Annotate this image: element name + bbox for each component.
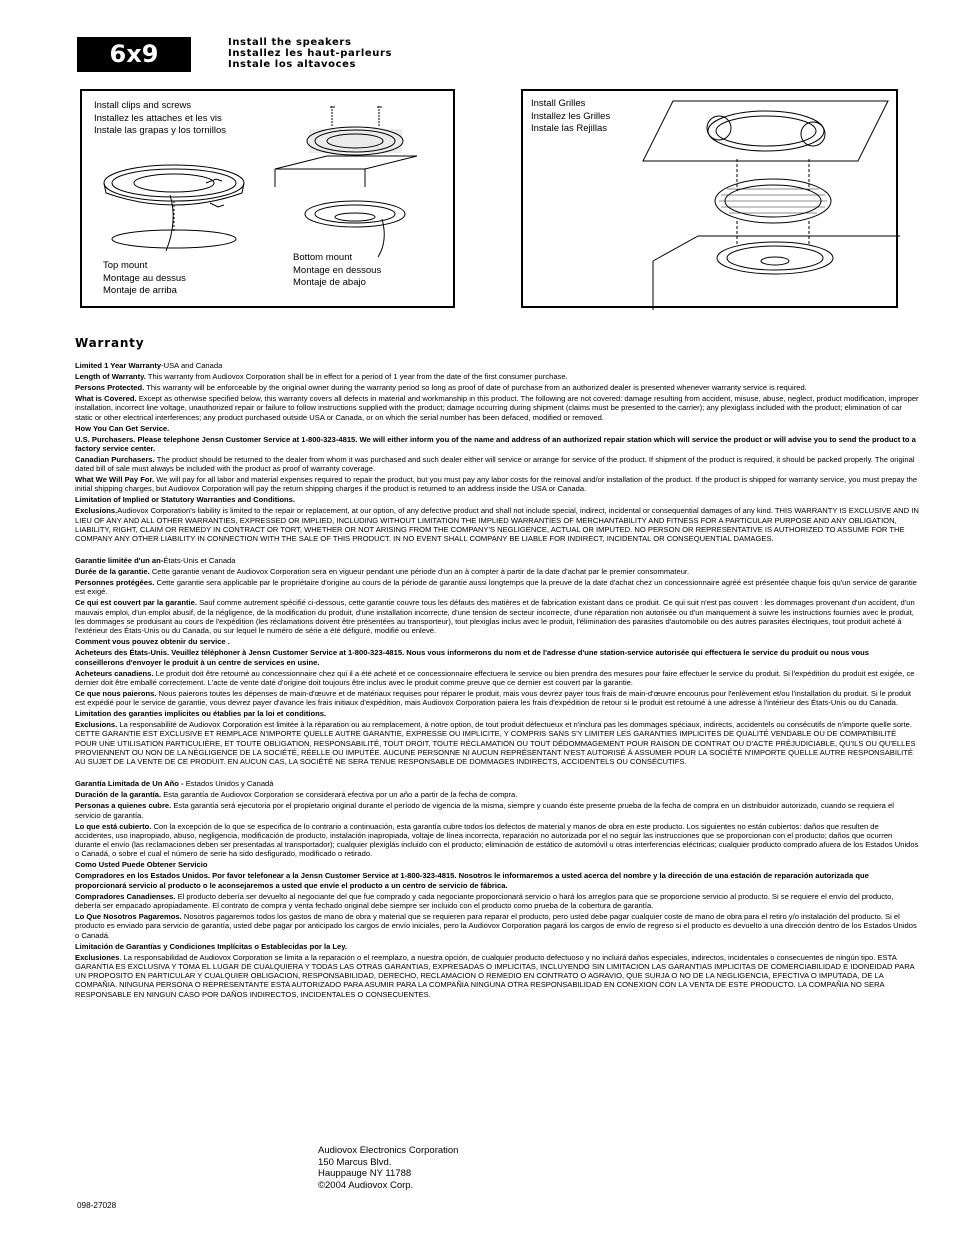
warranty-paragraph: Limitation des garanties implicites ou établies par la loi et conditions. xyxy=(75,709,327,719)
warranty-paragraph: Compradores en los Estados Unidos. Por favor telefonear a la Jensn Customer Service at 1-800-323-4815. Nosotros le informaremos a usted acerca del nombre y la dirección de una estación de reparación autorizada que proporcionará servicio al producto o le aconsejaremos a usted que envíe el producto a un centro de servicio de fábrica. xyxy=(75,871,869,890)
header-title-es: Instale los altavoces xyxy=(228,59,357,70)
header-title-en: Install the speakers xyxy=(228,37,352,48)
warranty-paragraph: Canadian Purchasers. The product should be returned to the dealer from whom it was purchased and such dealer either will service or arrange for service of the product. If shipment of the product is required, it should be packed properly. The original dated bill of sale must always be included with the product as proof of warranty coverage. xyxy=(75,454,915,474)
warranty-paragraph: Duración de la garantía. Esta garantía de Audiovox Corporation se considerará efectiva por un año a partir de la fecha de compra. xyxy=(75,790,518,800)
warranty-paragraph: Durée de la garantie. Cette garantie venant de Audiovox Corporation sera en vigueur pendant une période d'un an à compter à partir de la date d'achat par le premier consommateur. xyxy=(75,567,690,577)
warranty-paragraph: Ce qui est couvert par la garantie. Sauf comme autrement spécifié ci-dessous, cette garantie couvre tous les défauts des matières et de fabrication existant dans ce produit. Ce qui suit n'est pas couvert : les dommages provenant d'un accident, d'un mauvais emploi, d'un emploi abusif, de la négligence, de la modification du produit, d'une installation incorrecte, d'une tension de secteur incorrecte, d'une réparation non autorisée ou d'un manquement à suivre les instructions fournies avec le produit, les dommages se produisant au cours de l'expédition (les réclamations doivent être présentées au transporteur), tout plexiglas inclus avec le produit, l'élimination des parasites d'automobile ou des autres parasites électriques, tout produit acheté à l'extérieur des États-Unis ou du Canada, ou sur lequel le numéro de série a été défiguré, modifié ou enlevé. xyxy=(75,598,915,636)
install-clips-panel xyxy=(80,89,455,308)
warranty-paragraph: Comment vous pouvez obtenir du service . xyxy=(75,637,230,647)
grilles-caption: Install Grilles Installez les Grilles Instale las Rejillas xyxy=(531,98,611,134)
warranty-paragraph: Exclusions.Audiovox Corporation's liability is limited to the repair or replacement, at our option, of any defective product and shall not include special, indirect, incidental or consequential damages of any kind. THIS WARRANTY IS EXCLUSIVE AND IN LIEU OF ANY AND ALL OTHER WARRANTIES, EXPRESSED OR IMPLIED, INCLUDING WITHOUT LIMITATION THE IMPLIED WARRANTIES OF MERCHANTABILITY AND FITNESS FOR A PARTICULAR PURPOSE AND ANY OBLIGATION, LIABILITY, RIGHT, CLAIM OR REMEDY IN CONTRACT OR TORT, WHETHER OR NOT ARISING FROM THE COMPANY'S NEGLIGENCE, ACTUAL OR IMPUTED. NO PERSON OR REPRESENTATIVE IS AUTHORIZED TO ASSUME FOR THE COMPANY ANY OTHER LIABILITY IN CONNECTION WITH THE SALE OF THIS PRODUCT. IN NO EVENT SHALL COMPANY BE LIABLE FOR INDIRECT, INCIDENTAL OR CONSEQUENTIAL DAMAGES. xyxy=(75,506,919,544)
model-badge: 6x9 xyxy=(77,37,191,72)
warranty-paragraph: Lo Que Nosotros Pagaremos. Nosotros pagaremos todos los gastos de mano de obra y material que se requieren para reparar el producto, pero usted debe pagar cualquier coste de mano de obra para el retiro y/o instalación del producto. Si el producto es enviado para servicio de garantía, usted debe pagar por anticipado los cargos de envío iniciales, pero la Audiovox Corporation pagará los cargos de envío de regreso si el producto es devuelto a una dirección dentro de los Estados Unidos o Canadá. xyxy=(75,912,917,940)
company-address xyxy=(318,1145,458,1191)
warranty-body xyxy=(75,361,919,1001)
install-grilles-panel xyxy=(521,89,898,308)
warranty-paragraph: Acheteurs canadiens. Le produit doit être retourné au concessionnaire chez qui il a été acheté et ce concessionnaire effectuera le service ou bien prendra des mesures pour faire effectuer le service du produit. Si l'expédition du produit est exigée, ce dernier doit être emballé correctement. L'acte de vente daté d'origine doit toujours être inclus avec le produit comme preuve que ce dernier est couvert par la garantie. xyxy=(75,668,915,687)
warranty-paragraph: Ce que nous paierons. Nous paierons toutes les dépenses de main-d'œuvre et de matériaux requises pour réparer le produit, mais vous devrez payer tous frais de main-d'œuvre encourus pour l'enlèvement et/ou l'installation du produit. Si le produit est expédié pour le service de garantie, vous devrez payer d'avance les frais initiaux d'expédition, mais Audiovox Corporation paiera les frais d'expédition de retour si le produit est retourné à une adresse à l'intérieur des États-Unis ou du Canada. xyxy=(75,688,912,708)
warranty-paragraph: Exclusions. La responsabilité de Audiovox Corporation est limitée à la réparation ou au remplacement, à notre option, de tout produit défectueux et n'inclura pas les dommages spéciaux, indirects, accidentels ou consécutifs de n'importe quelle sorte. CETTE GARANTIE EST EXCLUSIVE ET REMPLACE N'IMPORTE QUELLE AUTRE GARANTIE, EXPRESSE OU IMPLICITE, Y COMPRIS SANS S'Y LIMITER LES GARANTIES IMPLICITES DE QUALITÉ VENDABLE OU DE COMPATIBILITÉ POUR UNE UTILISATION PARTICULIÈRE, ET TOUTE OBLIGATION, RESPONSABILITÉ, TOUT DROIT, TOUTE RÉCLAMATION OU TOUT DÉDOMMAGEMENT POUR RAISON DE CONTRAT OU D'ACTE PRÉJUDICIABLE, QU'ILS OU QU'ELLES PROVIENNENT OU NON DE LA NÉGLIGENCE DE LA SOCIÉTÉ, RÉELLE OU IMPUTÉE. AUCUNE PERSONNE NI AUCUN REPRÉSENTANT N'EST AUTORISÉ À ASSUMER POUR LA SOCIÉTÉ N'IMPORTE QUELLE AUTRE RESPONSABILITÉ AU SUJET DE LA VENTE DE CE PRODUIT. EN AUCUN CAS, LA SOCIÉTÉ NE SERA TENUE RESPONSABLE DE DOMMAGES INDIRECTS, ACCIDENTELS OU CONSÉCUTIFS. xyxy=(75,720,916,767)
bottom-mount-caption: Bottom mount Montage en dessous Montaje de abajo xyxy=(293,252,382,288)
address-line: ©2004 Audiovox Corp. xyxy=(318,1179,414,1191)
header-title-fr: Installez les haut-parleurs xyxy=(228,48,393,59)
address-line: 150 Marcus Blvd. xyxy=(318,1156,392,1168)
warranty-paragraph: Limited 1 Year Warranty-USA and Canada xyxy=(75,361,223,370)
warranty-paragraph: What is Covered. Except as otherwise specified below, this warranty covers all defects in material and workmanship in this product. The following are not covered: damage resulting from accident, misuse, abuse, neglect, product modification, improper installation, incorrect line voltage, unauthorized repair or failure to follow instructions supplied with the product; damage occurring during shipment (claims must be presented to the carrier); any plexiglass included with the product; elimination of car static or other electrical interferences; any product purchased outside USA or Canada, or on which the serial number has been defaced, modified or removed. xyxy=(75,393,919,422)
address-line: Hauppauge NY 11788 xyxy=(318,1168,412,1179)
warranty-paragraph: Limitación de Garantías y Condiciones Implícitas o Establecidas por la Ley. xyxy=(75,941,348,951)
warranty-paragraph: Lo que está cubierto. Con la excepción de lo que se especifica de lo contrario a continuación, esta garantía cubre todos los defectos de material y manos de obra en este producto. Los siguientes no están cubiertos: daños que resulten de accidentes, uso inapropiado, abuso, negligencia, modificación de producto, instalación inapropiada, voltaje de línea incorrecta, reparación no autorizada por el no seguir las instrucciones que se proporcionan con el producto; daños que ocurren durante el envío (las reclamaciones deben ser presentadas al transportador); cualquier plexiglás incluido con el producto; eliminación de estático de automóvil u otras interferencias eléctricas; cualquier producto comprado afuera de los Estados Unidos o Canadá, o sobre el cual el número de serie ha sido desfigurado, modificado o retirado. xyxy=(75,821,919,859)
top-mount-caption: Top mount Montage au dessus Montaje de arriba xyxy=(103,260,186,296)
section-gap xyxy=(75,768,919,779)
warranty-paragraph: Acheteurs des États-Unis. Veuillez téléphoner à Jensn Customer Service at 1-800-323-4815. Nous vous informerons du nom et de l'adresse d'une station-service autorisée qui effectuera le service du produit ou nous vous conseillerons d'envoyer le produit à un centre de services en usine. xyxy=(75,648,870,667)
warranty-paragraph: Personnes protégées. Cette garantie sera applicable par le propriétaire d'origine au cours de la période de garantie aussi longtemps que la preuve de la date d'achat chez un concessionnaire agréé est présentée chaque fois qu'un service de garantie est exigé. xyxy=(75,578,917,597)
warranty-paragraph: Como Usted Puede Obtener Servicio xyxy=(75,860,208,870)
clips-caption: Install clips and screws Installez les attaches et les vis Instale las grapas y los tornillos xyxy=(94,100,227,136)
warranty-paragraph: Length of Warranty. This warranty from Audiovox Corporation shall be in effect for a period of 1 year from the date of the first consumer purchase. xyxy=(75,371,568,381)
warranty-paragraph: Garantía Limitada de Un Año - Estados Unidos y Canadá xyxy=(75,779,274,789)
warranty-paragraph: How You Can Get Service. xyxy=(75,423,170,433)
section-gap xyxy=(75,545,919,556)
warranty-paragraph: U.S. Purchasers. Please telephone Jensn Customer Service at 1-800-323-4815. We will either inform you of the name and address of an authorized repair station which will service the product or will advise you to send the product to a factory service center. xyxy=(75,434,916,453)
warranty-paragraph: Compradores Canadienses. El producto debería ser devuelto al negociante del que fue comprado y cada negociante proporcionará servicio o hará los arreglos para que se proporcione servicio al producto. Si se requiere el envío del producto, debería ser empacado apropiadamente. El contrato de compra y venta fechado original debe siempre ser incluido con el producto como prueba de la cobertura de garantía. xyxy=(75,891,894,911)
warranty-paragraph: Persons Protected. This warranty will be enforceable by the original owner during the warranty period so long as proof of date of purchase from an authorized dealer is presented whenever warranty service is required. xyxy=(75,382,807,392)
warranty-paragraph: Limitation of Implied or Statutory Warranties and Conditions. xyxy=(75,495,295,505)
warranty-paragraph: What We Will Pay For. We will pay for all labor and material expenses required to repair the product, but you must pay any labor costs for the removal and/or installation of the product. If the product is shipped for warranty service, you must prepay the initial shipping charges, but Audiovox Corporation will pay the return shipping charges if the product is returned to an address inside the USA or Canada. xyxy=(75,475,918,494)
warranty-title: Warranty xyxy=(75,336,145,350)
warranty-paragraph: Personas a quienes cubre. Esta garantía será ejecutoria por el propietario original durante el período de vigencia de la misma, siempre y cuando éste presente prueba de la fecha de compra en un distribuidor autorizado, cuando se requiera el servicio de garantía. xyxy=(75,801,894,820)
grille-install-diagram xyxy=(523,91,900,310)
address-line: Audiovox Electronics Corporation xyxy=(318,1145,459,1156)
warranty-paragraph: Garantie limitée d'un an-États-Unis et Canada xyxy=(75,556,236,566)
part-number: 098-27028 xyxy=(77,1201,117,1210)
warranty-paragraph: Exclusiones. La responsabilidad de Audiovox Corporation se limita a la reparación o el reemplazo, a nuestra opción, de cualquier producto defectuoso y no incluirá daños especiales, indirectos, incidentales o consecuentes de ningún tipo. ESTA GARANTIA ES EXCLUSIVA Y TOMA EL LUGAR DE CUALQUIERA Y TODAS LAS OTRAS GARANTIAS, EXPRESADAS O IMPLICITAS, INCLUYENDO SIN LIMITACION LAS GARANTIAS IMPLICITAS DE COMERCIABILIDAD E IDONEIDAD PARA UN PROPOSITO EN PARTICULAR Y CUALQUIER OBLIGACION, RESPONSABILIDAD, DERECHO, RECLAMACION O REMEDIO EN CONTRATO O AGRAVIO, QUE SURJA O NO DE LA NEGLIGENCIA, EFECTIVA O IMPUTADA, DE LA COMPAÑIA. NINGUNA PERSONA O REPRESENTANTE ESTA AUTORIZADO PARA ASUMIR PARA LA COMPAÑIA NINGUNA OTRA RESPONSABILIDAD EN CONEXION CON LA VENTA DE ESTE PRODUCTO. LA COMPAÑIA NO SERA RESPONSABLE EN NINGUN CASO POR DAÑOS INDIRECTOS, INCIDENTALES O CONSECUENTES. xyxy=(75,952,915,999)
